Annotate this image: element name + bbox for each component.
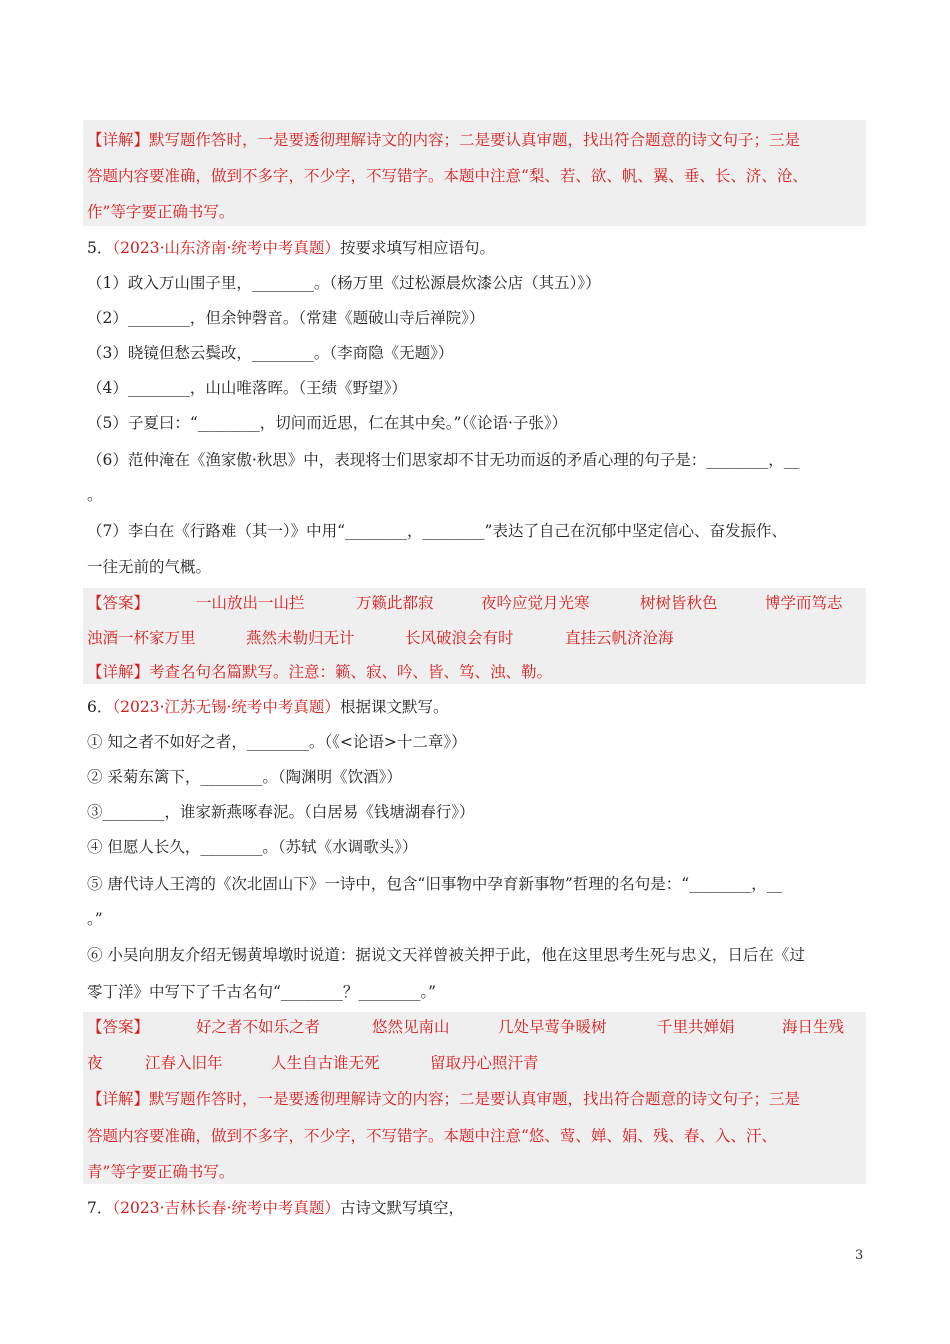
q5-item: （6）范仲淹在《渔家傲·秋思》中，表现将士们思家却不甘无功而返的矛盾心理的句子是：________，__ [87, 451, 800, 469]
q5-item: （5）子夏曰：“________，切问而近思，仁在其中矣。”（《论语·子张》） [87, 414, 568, 432]
detail-top-line-3: 作”等字要正确书写。 [87, 203, 235, 221]
q6-item: ② 采菊东篱下，________。（陶渊明《饮酒》） [87, 768, 402, 786]
q6-answer: 几处早莺争暖树 [498, 1018, 607, 1036]
q7-number: 7． [87, 1199, 113, 1217]
q5-item: 。 [87, 486, 103, 504]
q6-answer: 好之者不如乐之者 [196, 1018, 321, 1036]
q6-answer: 人生自古谁无死 [271, 1054, 380, 1072]
q5-detail: 【详解】考查名句名篇默写。注意：籁、寂、吟、皆、笃、浊、勒。 [87, 663, 553, 681]
q5-item: （2）________，但余钟磬音。（常建《题破山寺后禅院》） [87, 309, 485, 327]
q6-item: ⑤ 唐代诗人王湾的《次北固山下》一诗中，包含“旧事物中孕育新事物”哲理的名句是：“________，__ [87, 875, 783, 893]
q6-item: ④ 但愿人长久，________。（苏轼《水调歌头》） [87, 838, 418, 856]
q5-answer: 长风破浪会有时 [405, 629, 514, 647]
q6-answer: 夜 [87, 1054, 103, 1072]
detail-top-line-2: 答题内容要准确，做到不多字，不少字，不写错字。本题中注意“梨、若、欲、帆、翼、垂、长、济、沧、 [87, 167, 808, 185]
detail-label: 【详解】 [87, 663, 150, 681]
q6-answer: 江春入旧年 [145, 1054, 223, 1072]
q6-answer-label: 【答案】 [87, 1018, 150, 1036]
q6-answer: 千里共婵娟 [657, 1018, 735, 1036]
q6-detail-line-3: 青”等字要正确书写。 [87, 1163, 235, 1181]
q6-number: 6． [87, 698, 113, 716]
q6-item: ① 知之者不如好之者，________。（《<论语>十二章》） [87, 733, 467, 751]
q5-answer: 浊酒一杯家万里 [87, 629, 196, 647]
page-number: 3 [855, 1248, 864, 1263]
q6-answer: 留取丹心照汗青 [430, 1054, 539, 1072]
q5-item: （1）政入万山围子里，________。（杨万里《过松源晨炊漆公店（其五）》） [87, 274, 601, 292]
q6-item: 。” [87, 910, 103, 928]
q7-prompt: 古诗文默写填空， [339, 1199, 464, 1217]
q5-number: 5． [87, 239, 113, 257]
q5-answer: 夜吟应觉月光寒 [481, 594, 590, 612]
q5-item: 一往无前的气概。 [87, 558, 212, 576]
q5-answer: 直挂云帆济沧海 [565, 629, 674, 647]
q7-heading [87, 1198, 866, 1218]
q6-heading [87, 697, 866, 717]
q6-answer: 海日生残 [782, 1018, 845, 1036]
q5-item: （7）李白在《行路难（其一）》中用“________，________”表达了自己在沉郁中坚定信心、奋发振作、 [87, 522, 787, 540]
q6-item: ⑥ 小吴向朋友介绍无锡黄埠墩时说道：据说文天祥曾被关押于此，他在这里思考生死与忠义，日后在《过 [87, 946, 805, 964]
q6-source: （2023·江苏无锡·统考中考真题） [112, 698, 340, 716]
q5-answer: 万籁此都寂 [356, 594, 434, 612]
q6-detail-line-2: 答题内容要准确，做到不多字，不少字，不写错字。本题中注意“悠、莺、婵、娟、残、春、入、汗、 [87, 1127, 777, 1145]
q7-source: （2023·吉林长春·统考中考真题） [112, 1199, 340, 1217]
q5-item: （4）________，山山唯落晖。（王绩《野望》） [87, 379, 407, 397]
q5-answer: 一山放出一山拦 [196, 594, 305, 612]
q5-item: （3）晓镜但愁云鬓改，________。（李商隐《无题》） [87, 344, 454, 362]
q6-item: ③________，谁家新燕啄春泥。（白居易《钱塘湖春行》） [87, 803, 475, 821]
q5-answer-label: 【答案】 [87, 594, 150, 612]
q6-prompt: 根据课文默写。 [339, 698, 449, 716]
detail-top-line-1: 【详解】默写题作答时，一是要透彻理解诗文的内容；二是要认真审题，找出符合题意的诗文句子；三是 [87, 131, 801, 149]
q6-answer: 悠然见南山 [372, 1018, 450, 1036]
q6-item: 零丁洋》中写下了千古名句“________？________。” [87, 983, 437, 1001]
detail-label: 【详解】 [87, 1090, 150, 1108]
q5-prompt: 按要求填写相应语句。 [339, 239, 495, 257]
q5-source: （2023·山东济南·统考中考真题） [112, 239, 340, 257]
q6-detail-line-1: 【详解】默写题作答时，一是要透彻理解诗文的内容；二是要认真审题，找出符合题意的诗文句子；三是 [87, 1090, 801, 1108]
q5-heading [87, 238, 866, 258]
detail-label: 【详解】 [87, 131, 150, 149]
q5-answer: 树树皆秋色 [640, 594, 718, 612]
q5-answer: 博学而笃志 [765, 594, 843, 612]
q5-answer: 燕然未勒归无计 [246, 629, 355, 647]
